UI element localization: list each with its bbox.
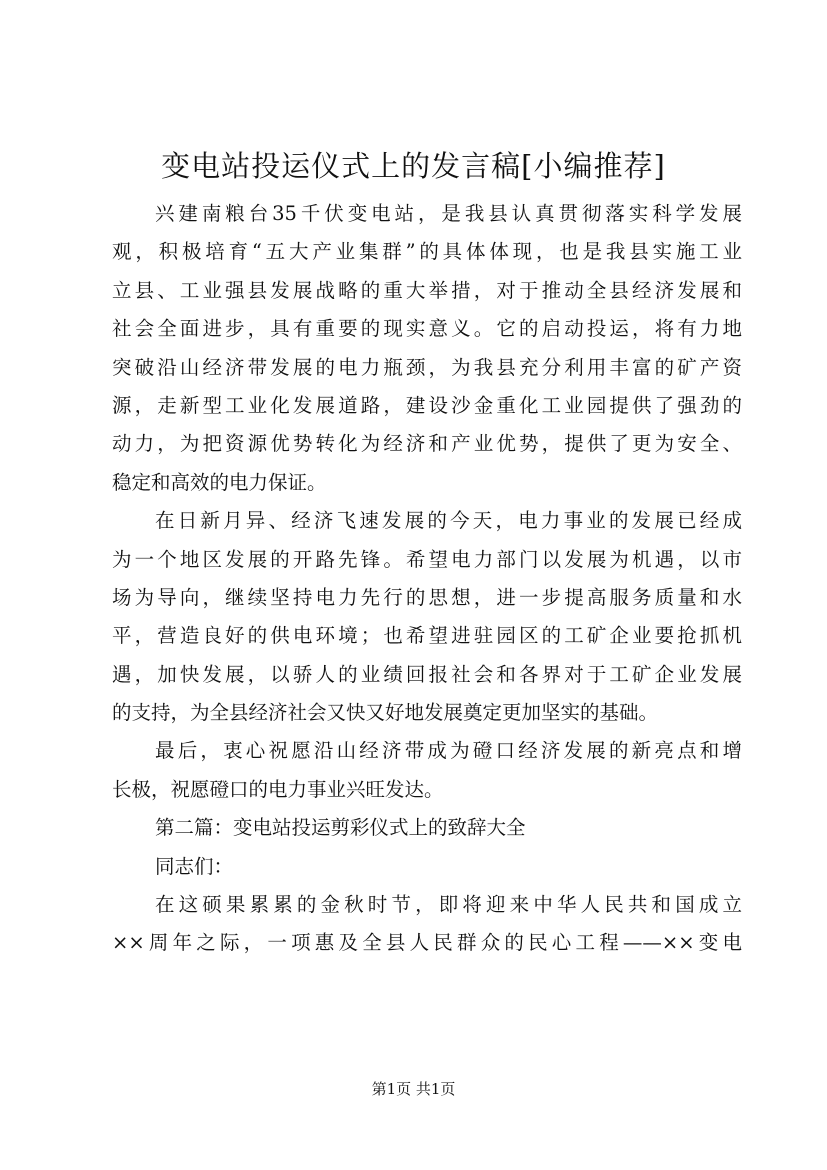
- paragraph-line: 观，积极培育“五大产业集群”的具体体现，也是我县实施工业: [112, 240, 742, 264]
- paragraph-line: 在这硕果累累的金秋时节，即将迎来中华人民共和国成立: [155, 893, 742, 917]
- paragraph-line: 的支持，为全县经济社会又快又好地发展奠定更加坚实的基础。: [112, 701, 659, 725]
- paragraph-line: 场为导向，继续坚持电力先行的思想，进一步提高服务质量和水: [112, 585, 742, 609]
- paragraph-line: 遇，加快发展，以骄人的业绩回报社会和各界对于工矿企业发展: [112, 662, 742, 686]
- paragraph-line: 最后，衷心祝愿沿山经济带成为磴口经济发展的新亮点和增: [155, 739, 742, 763]
- paragraph-line: 立县、工业强县发展战略的重大举措，对于推动全县经济发展和: [112, 278, 742, 302]
- paragraph-line: 平，营造良好的供电环境；也希望进驻园区的工矿企业要抢抓机: [112, 624, 742, 648]
- paragraph-line: 社会全面进步，具有重要的现实意义。它的启动投运，将有力地: [112, 317, 742, 341]
- paragraph-line: 源，走新型工业化发展道路，建设沙金重化工业园提供了强劲的: [112, 393, 742, 417]
- paragraph-line: 长极，祝愿磴口的电力事业兴旺发达。: [112, 777, 444, 801]
- document-body: [112, 195, 742, 963]
- section-heading: 第二篇：变电站投运剪彩仪式上的致辞大全: [155, 816, 526, 840]
- paragraph-line: 在日新月异、经济飞速发展的今天，电力事业的发展已经成: [155, 509, 742, 533]
- paragraph-line: 动力，为把资源优势转化为经济和产业优势，提供了更为安全、: [112, 432, 742, 456]
- paragraph-line: 突破沿山经济带发展的电力瓶颈，为我县充分利用丰富的矿产资: [112, 355, 742, 379]
- salutation: 同志们：: [155, 854, 234, 878]
- paragraph-line: 为一个地区发展的开路先锋。希望电力部门以发展为机遇，以市: [112, 547, 742, 571]
- page-footer: 第1页 共1页: [371, 1080, 456, 1098]
- paragraph-line: 稳定和高效的电力保证。: [112, 470, 327, 494]
- paragraph-line: ××周年之际，一项惠及全县人民群众的民心工程——××变电: [112, 931, 742, 955]
- document-title: 变电站投运仪式上的发言稿[小编推荐]: [161, 149, 666, 183]
- paragraph-line: 兴建南粮台35千伏变电站，是我县认真贯彻落实科学发展: [155, 202, 742, 225]
